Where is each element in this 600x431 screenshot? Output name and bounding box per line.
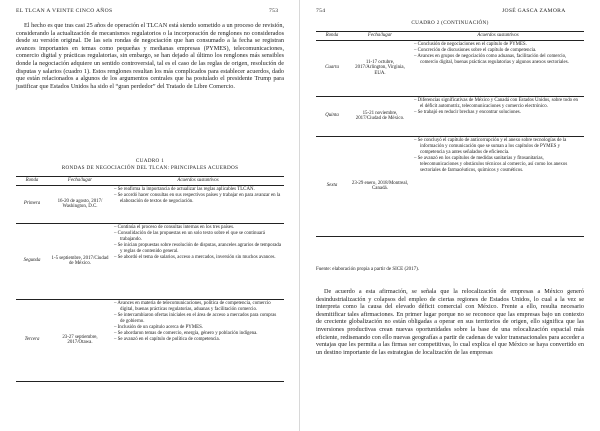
round-name: Segunda	[16, 223, 48, 299]
round-date-place: 23-27 septiembre, 2017/Otawa.	[48, 299, 112, 381]
table-header-row	[316, 32, 584, 41]
table-caption-number: CUADRO 1	[135, 158, 165, 164]
round-agreements	[412, 40, 584, 96]
agreement-item: – Se avanzó en el capítulo de política de competencia.	[114, 337, 282, 343]
round-name: Sexta	[316, 136, 348, 236]
header-acuerdos: Acuerdos sustantivos	[112, 177, 284, 186]
agreement-item: – Conclusión de negociaciones en el capítulo de PYMES.	[414, 42, 582, 48]
table-caption-title: RONDAS DE NEGOCIACIÓN DEL TLCAN: PRINCIPALES ACUERDOS	[61, 165, 239, 171]
agreement-item: – Se intercambiaron ofertas iniciales en el área de acceso a mercados para compras de gobierno.	[114, 313, 282, 325]
agreement-item: – Concreción de discusiones sobre el capítulo de competencia.	[414, 48, 582, 54]
right-page	[300, 0, 600, 431]
table-row	[16, 185, 284, 223]
table-row	[316, 96, 584, 136]
table-caption-continued: CUADRO 2 (CONTINUACIÓN)	[411, 20, 489, 26]
round-agreements	[412, 136, 584, 236]
round-agreements	[412, 96, 584, 136]
running-head-left: EL TLCAN A VEINTE CINCO AÑOS	[16, 8, 113, 14]
header-acuerdos: Acuerdos sustantivos	[412, 32, 584, 41]
agreement-item: – Se abordaron temas de comercio, energía, género y población indígena.	[114, 331, 282, 337]
round-name: Quinta	[316, 96, 348, 136]
round-date-place: 1-5 septiembre, 2017/Ciudad de México.	[48, 223, 112, 299]
agreement-item: – Se concluyó el capítulo de anticorrupción y el anexo sobre tecnologías de la información y comunicación que se suman a los capítulos de PYMES y competencia ya antes señalados de eficiencia.	[414, 138, 582, 156]
table-row	[16, 223, 284, 299]
agreement-item: – Se trabajó en reducir brechas y encontrar soluciones.	[414, 110, 582, 116]
agreement-item: – Se abordó el tema de salarios, acceso a mercados, inversión sin muchos avances.	[114, 255, 282, 261]
table-row	[316, 40, 584, 96]
agreement-item: – Avances en grupos de negociación como aduanas, facilitación del comercio, comercio digital, buenas prácticas regulatorias y algunos anexos sectoriales.	[414, 54, 582, 66]
agreement-item: – Avances en materia de telecomunicaciones, política de competencia, comercio digital, buenas prácticas regulatorias, aduanas y facilitación comercio.	[114, 301, 282, 313]
round-agreements	[112, 223, 284, 299]
agreement-item: – Se reafirma la importancia de actualizar las reglas aplicables TLCAN.	[114, 187, 282, 193]
round-name: Primera	[16, 185, 48, 223]
page-number-right: 754	[316, 8, 326, 14]
header-fecha: Fecha/lugar	[348, 32, 412, 41]
running-head-right: JOSÉ GASCA ZAMORA	[502, 8, 566, 14]
agreement-item: – Se acordó hacer consultas en sus respectivos países y trabajar en para avanzar en la elaboración de textos de negociación.	[114, 193, 282, 205]
body-paragraph-right: De acuerdo a esta afirmación, se señala que la relocalización de empresas a México generó desindustrialización y colapsos del empleo de ciertas regiones de Estados Unidos, lo cual a la vez se interpreta como la causa del elevado déficit comercial con México. Frente a ello, resulta necesario desmitificar tales afirmaciones. En primer lugar porque no se reconoce que las empresas bajo un contexto de creciente globalización no están obligadas a operar en sus territorios de origen, ello significa que las inversiones productivas crean nuevas oportunidades sobre la base de una relocalización espacial más eficiente, redisenando con ello nuevas geografías a partir de cadenas de valor transnacionales para acceder a ventajas que les permita a las firmas ser competitivas, lo cual explica el que México se haya convertido en un destino importante de las estrategias de localización de las empresas	[316, 288, 584, 356]
round-date-place: 15-21 noviembre, 2017/Ciudad de México.	[348, 96, 412, 136]
page-number-left: 753	[269, 8, 279, 14]
agreement-item: – Se avanzó en los capítulos de medidas sanitarias y fitosanitarias, telecomunicaciones y obstáculos técnicos al comercio, así como los anexos sectoriales de farmacéuticos, químicos y cosméticos.	[414, 156, 582, 174]
header-ronda: Ronda	[16, 177, 48, 186]
negotiation-rounds-table	[16, 176, 284, 382]
round-name: Tercera	[16, 299, 48, 381]
agreement-item: – Se inician propuestas sobre resolución de disputas, aranceles agrarios de temporada y reglas de contenido general.	[114, 243, 282, 255]
header-ronda: Ronda	[316, 32, 348, 41]
agreement-item: – Continúa el proceso de consultas internas en los tres países.	[114, 225, 282, 231]
agreement-item: – Consolidación de las propuestas en un solo texto sobre el que se continuará trabajando.	[114, 231, 282, 243]
header-fecha: Fecha/lugar	[48, 177, 112, 186]
table-row	[16, 299, 284, 381]
table-source-note: Fuente: elaboración propia a partir de SICE (2017).	[316, 267, 420, 272]
body-paragraph-left: El hecho es que tras casi 25 años de operación el TLCAN está siendo sometido a un proceso de revisión, considerando la actualización de mecanismos regulatorios o la incorporación de renglones no considerados desde su versión original. De las seis rondas de negociación que han consumado a la fecha se registran avances importantes en temas como pequeñas y medianas empresas (PYMES), telecomunicaciones, comercio digital y prácticas regulatorias, sin embargo, se han dejado al último los renglones más sensibles donde la negociación adquiere un sentido controversial, tal es el caso de las reglas de origen, resolución de disputas y salarios (cuadro 1). Estos renglones resultan los más complicados para establecer acuerdos, dado que están relacionados a algunos de los argumentos centrales que ha postulado el presidente Trump para justificar que Estados Unidos ha sido el “gran perdedor” del Tratado de Libre Comercio.	[16, 22, 284, 90]
negotiation-rounds-table-continued	[316, 31, 584, 237]
agreement-item: – Diferencias significativas de México y Canadá con Estados Unidos, sobre todo en el déficit automotriz, telecomunicaciones y comercio electrónico.	[414, 98, 582, 110]
table-row	[316, 136, 584, 236]
agreement-item: – Inclusión de un capítulo acerca de PYMES.	[114, 325, 282, 331]
round-agreements	[112, 185, 284, 223]
round-agreements	[112, 299, 284, 381]
round-name: Cuarta	[316, 40, 348, 96]
table-header-row	[16, 177, 284, 186]
round-date-place: 23-29 enero, 2018/Montreal, Canadá.	[348, 136, 412, 236]
round-date-place: 11-17 octubre, 2017/Arlington, Virginia, EUA.	[348, 40, 412, 96]
round-date-place: 16-20 de agosto, 2017/ Washington, D.C.	[48, 185, 112, 223]
